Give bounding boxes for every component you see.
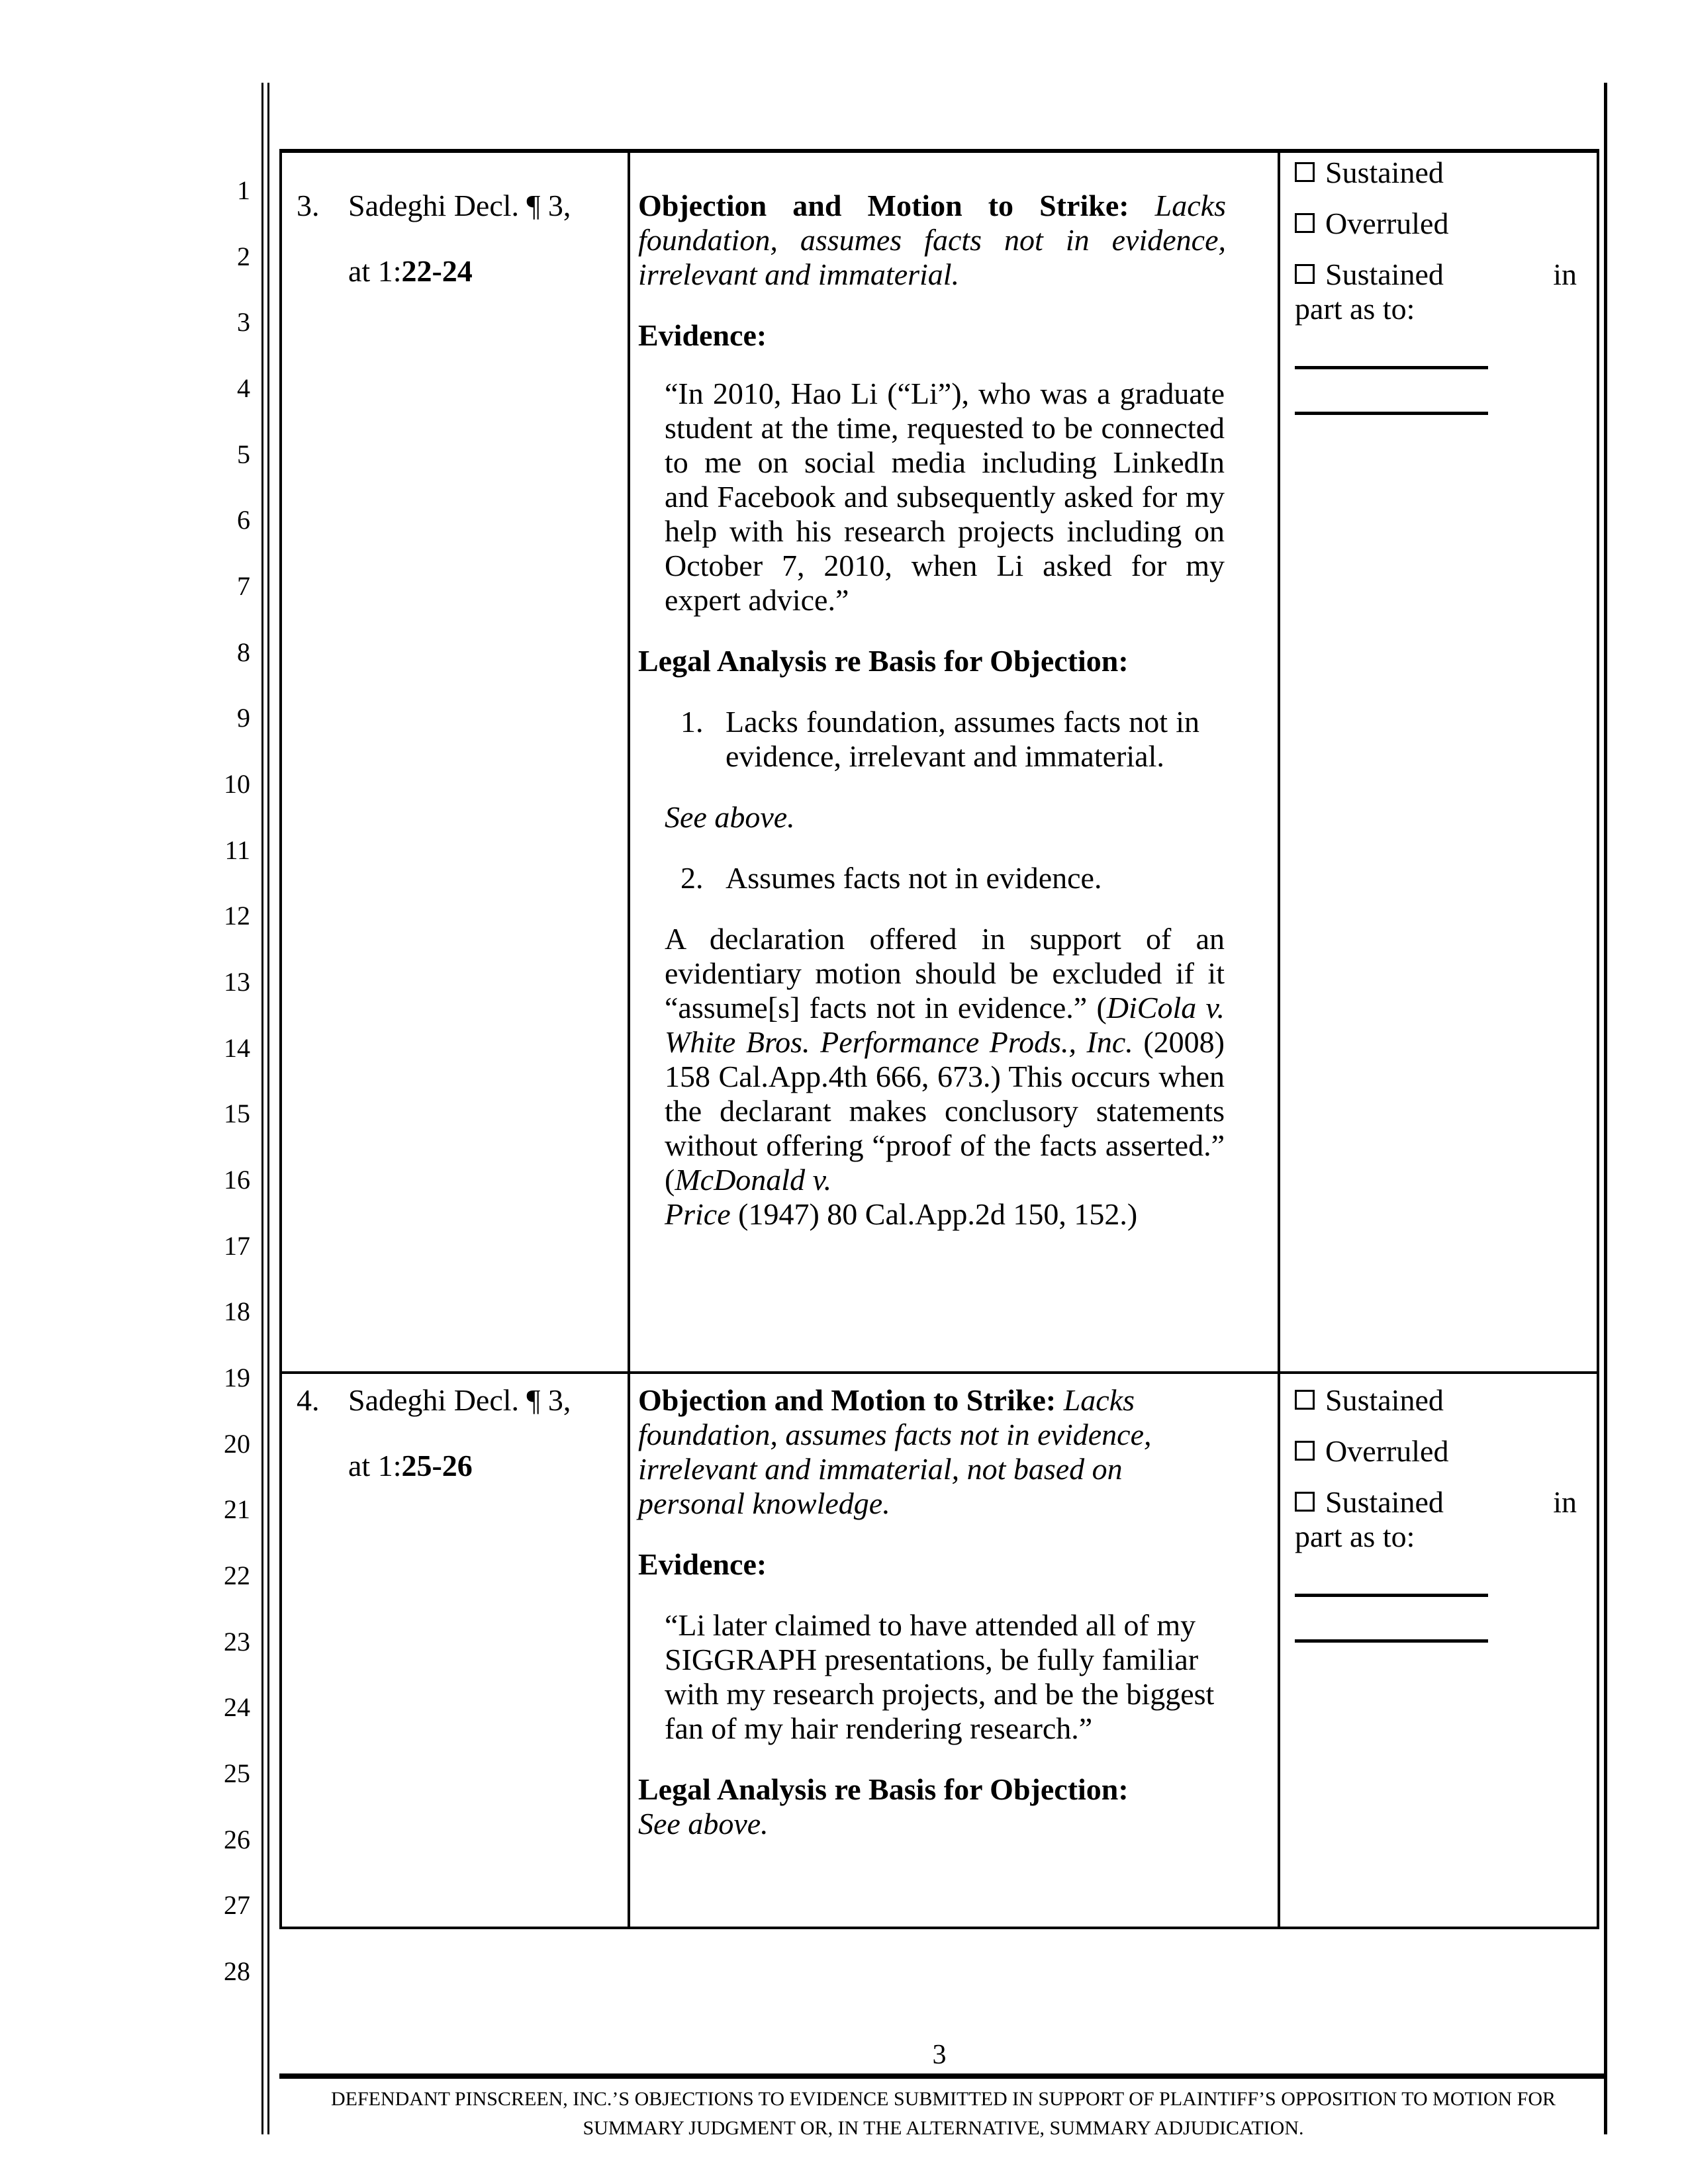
evidence-quote: “Li later claimed to have attended all of my SIGGRAPH presentations, be fully familiar with my research projects, and be the biggest fan of my hair rendering research.”	[665, 1608, 1215, 1745]
case-citation: DiCola v. White Bros. Performance Prods., Inc.	[665, 991, 1225, 1059]
pleading-double-rule-inner	[267, 83, 269, 2134]
line-number: 21	[224, 1494, 250, 1524]
line-number: 8	[237, 637, 250, 667]
line-number: 18	[224, 1297, 250, 1326]
citation-cell	[282, 1374, 628, 1927]
ruling-fill-in-line[interactable]	[1295, 366, 1488, 369]
citation-number: 3.	[297, 189, 320, 222]
line-number: 11	[224, 835, 250, 865]
table-row	[282, 153, 1597, 1371]
line-number: 19	[224, 1363, 250, 1392]
legal-analysis-heading: Legal Analysis re Basis for Objection:	[638, 644, 1129, 678]
line-number: 9	[237, 703, 250, 733]
citation-location: at 1:22-24	[348, 254, 473, 288]
objections-table	[279, 149, 1599, 1929]
analysis-item	[680, 861, 1199, 895]
evidence-heading: Evidence:	[638, 318, 767, 352]
line-number: 5	[237, 439, 250, 469]
pleading-right-rule	[1604, 83, 1607, 2134]
line-number: 28	[224, 1956, 250, 1986]
line-number: 23	[224, 1627, 250, 1657]
line-number: 1	[237, 175, 250, 205]
table-row	[282, 1371, 1597, 1927]
line-number: 22	[224, 1561, 250, 1590]
ruling-fill-in-line[interactable]	[1295, 412, 1488, 415]
line-number: 24	[224, 1692, 250, 1722]
ruling-option-wrap: part as to:	[1295, 1520, 1415, 1553]
legal-analysis-heading: Legal Analysis re Basis for Objection:	[638, 1772, 1129, 1806]
line-number: 17	[224, 1231, 250, 1261]
checkbox-icon[interactable]	[1295, 1492, 1315, 1512]
ruling-fill-in-line[interactable]	[1295, 1639, 1488, 1643]
line-number: 12	[224, 901, 250, 931]
line-number: 20	[224, 1429, 250, 1459]
ruling-option-sustained-in-part: Sustained in	[1295, 1485, 1583, 1520]
ruling-option-sustained: Sustained	[1295, 1383, 1583, 1418]
ruling-cell	[1280, 1374, 1597, 1927]
ruling-option-sustained-in-part: Sustained in	[1295, 257, 1583, 292]
item-number: 1.	[680, 705, 704, 739]
footer-title-line2: SUMMARY JUDGMENT OR, IN THE ALTERNATIVE, SUMMARY ADJUDICATION.	[583, 2117, 1304, 2139]
line-number: 6	[237, 505, 250, 535]
footer-rule	[279, 2073, 1607, 2079]
item-number: 2.	[680, 861, 704, 895]
checkbox-icon[interactable]	[1295, 1441, 1315, 1461]
line-number: 13	[224, 967, 250, 997]
objection-heading: Objection and Motion to Strike: Lacks foundation, assumes facts not in evidence, irrelevant and immaterial.	[638, 189, 1226, 291]
checkbox-icon[interactable]	[1295, 264, 1315, 284]
line-number: 26	[224, 1825, 250, 1854]
line-number: 10	[224, 769, 250, 799]
line-number: 25	[224, 1758, 250, 1788]
footer-title-line1: DEFENDANT PINSCREEN, INC.’S OBJECTIONS TO EVIDENCE SUBMITTED IN SUPPORT OF PLAINTIFF’S OPPOSITION TO MOTION FOR	[330, 2088, 1556, 2110]
objection-cell	[628, 1374, 1280, 1927]
see-above-note: See above.	[638, 1807, 769, 1841]
pleading-double-rule-outer	[261, 83, 263, 2134]
ruling-fill-in-line[interactable]	[1295, 1594, 1488, 1597]
line-number: 4	[237, 373, 250, 403]
case-citation: McDonald v.	[675, 1163, 832, 1197]
ruling-option-wrap: part as to:	[1295, 292, 1415, 326]
objection-cell	[628, 153, 1280, 1371]
analysis-paragraph: A declaration offered in support of an evidentiary motion should be excluded if it “assume[s] facts not in evidence.” (DiCola v. White Bros. Performance Prods., Inc. (2008) 158 Cal.App.4th 666, 673.) This occurs when the declarant makes conclusory statements without offering “proof of the facts asserted.” (McDonald v. Price (1947) 80 Cal.App.2d 150, 152.)	[665, 922, 1225, 1231]
line-number: 7	[237, 571, 250, 601]
line-number: 15	[224, 1099, 250, 1128]
page-number: 3	[932, 2040, 947, 2070]
ruling-option-overruled: Overruled	[1295, 1434, 1583, 1469]
line-number: 27	[224, 1890, 250, 1920]
see-above-note: See above.	[665, 800, 795, 834]
line-number: 14	[224, 1033, 250, 1063]
case-citation: Price	[665, 1197, 731, 1231]
ruling-option-sustained: Sustained	[1295, 156, 1583, 190]
ruling-cell	[1280, 153, 1597, 1371]
objection-heading: Objection and Motion to Strike: Lacks foundation, assumes facts not in evidence, irrelevant and immaterial, not based on personal knowledge.	[638, 1383, 1152, 1520]
line-number: 3	[237, 307, 250, 337]
checkbox-icon[interactable]	[1295, 1390, 1315, 1410]
line-number: 16	[224, 1165, 250, 1195]
ruling-option-overruled: Overruled	[1295, 206, 1583, 241]
citation-text: 4. Sadeghi Decl. ¶ 3,	[297, 1383, 571, 1417]
citation-location: at 1:25-26	[348, 1449, 473, 1482]
citation-cell	[282, 153, 628, 1371]
item-text: Assumes facts not in evidence.	[726, 861, 1102, 895]
evidence-quote: “In 2010, Hao Li (“Li”), who was a graduate student at the time, requested to be connected to me on social media including LinkedIn and Facebook and subsequently asked for my help with his research projects including on October 7, 2010, when Li asked for my expert advice.”	[665, 377, 1225, 617]
line-number: 2	[237, 242, 250, 271]
item-text: Lacks foundation, assumes facts not in evidence, irrelevant and immaterial.	[726, 705, 1199, 773]
citation-number: 4.	[297, 1383, 320, 1417]
citation-text: 3. Sadeghi Decl. ¶ 3,	[297, 189, 571, 222]
evidence-heading: Evidence:	[638, 1547, 767, 1581]
checkbox-icon[interactable]	[1295, 162, 1315, 182]
analysis-item	[680, 705, 1199, 774]
checkbox-icon[interactable]	[1295, 213, 1315, 233]
